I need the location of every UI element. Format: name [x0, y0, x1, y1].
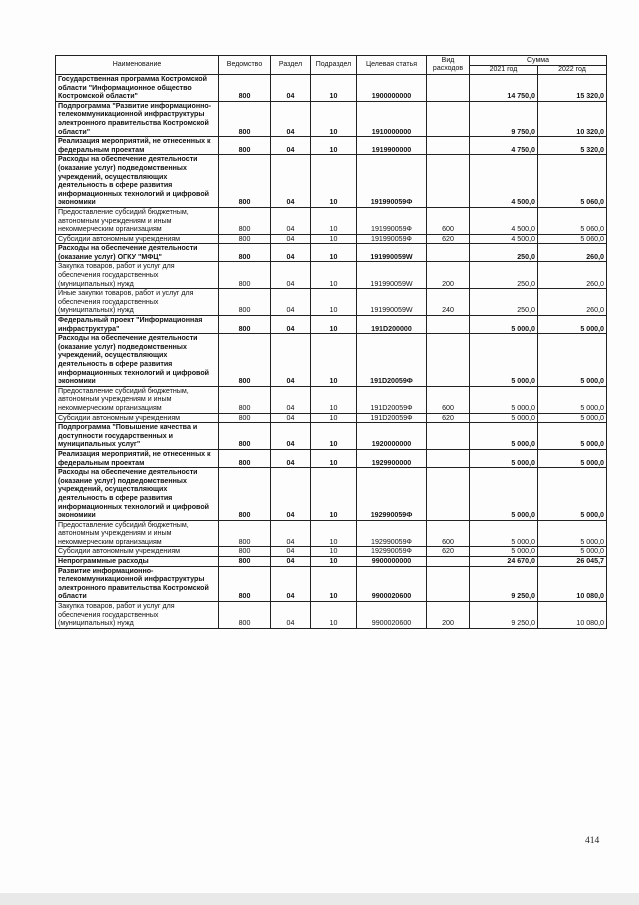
cell-name: Закупка товаров, работ и услуг для обеспечения государственных (муниципальных) нужд — [56, 602, 219, 629]
scan-edge — [0, 893, 639, 905]
cell-kind: 620 — [427, 547, 470, 557]
cell-kind — [427, 334, 470, 387]
cell-name: Субсидии автономным учреждениям — [56, 547, 219, 557]
cell-target: 1900000000 — [357, 75, 427, 102]
cell-v2022: 10 080,0 — [538, 566, 607, 601]
cell-v2021: 5 000,0 — [470, 413, 538, 423]
cell-dept: 800 — [219, 262, 271, 289]
cell-kind — [427, 137, 470, 155]
cell-v2021: 14 750,0 — [470, 75, 538, 102]
cell-v2022: 5 000,0 — [538, 316, 607, 334]
cell-target: 191990059Ф — [357, 234, 427, 244]
cell-name: Реализация мероприятий, не отнесенных к федеральным проектам — [56, 137, 219, 155]
cell-sec: 04 — [271, 547, 311, 557]
cell-sec: 04 — [271, 468, 311, 521]
cell-dept: 800 — [219, 334, 271, 387]
cell-target: 191990059W — [357, 262, 427, 289]
cell-dept: 800 — [219, 602, 271, 629]
cell-sub: 10 — [311, 262, 357, 289]
cell-sec: 04 — [271, 423, 311, 450]
cell-sub: 10 — [311, 137, 357, 155]
cell-kind: 600 — [427, 520, 470, 547]
cell-target: 1919900000 — [357, 137, 427, 155]
cell-v2022: 5 320,0 — [538, 137, 607, 155]
cell-name: Закупка товаров, работ и услуг для обеспечения государственных (муниципальных) нужд — [56, 262, 219, 289]
cell-name: Расходы на обеспечение деятельности (оказание услуг) подведомственных учреждений, осуществляющих деятельность в сфере развития информационных технологий и цифровой экономики — [56, 334, 219, 387]
table-row — [56, 289, 607, 316]
cell-v2022: 5 000,0 — [538, 547, 607, 557]
cell-target: 9900000000 — [357, 557, 427, 567]
table-row — [56, 547, 607, 557]
cell-kind: 240 — [427, 289, 470, 316]
cell-v2022: 5 000,0 — [538, 468, 607, 521]
cell-name: Подпрограмма "Повышение качества и доступности государственных и муниципальных услуг" — [56, 423, 219, 450]
cell-target: 9900020600 — [357, 566, 427, 601]
cell-v2022: 260,0 — [538, 262, 607, 289]
cell-target: 1920000000 — [357, 423, 427, 450]
cell-v2021: 4 500,0 — [470, 155, 538, 208]
cell-sub: 10 — [311, 557, 357, 567]
table-row — [56, 334, 607, 387]
cell-name: Расходы на обеспечение деятельности (оказание услуг) ОГКУ "МФЦ" — [56, 244, 219, 262]
cell-sub: 10 — [311, 468, 357, 521]
table-row — [56, 234, 607, 244]
cell-v2021: 4 750,0 — [470, 137, 538, 155]
header-sum: Сумма — [470, 56, 607, 66]
cell-dept: 800 — [219, 207, 271, 234]
cell-v2022: 5 000,0 — [538, 423, 607, 450]
cell-v2021: 9 750,0 — [470, 101, 538, 136]
cell-dept: 800 — [219, 244, 271, 262]
cell-kind — [427, 101, 470, 136]
cell-dept: 800 — [219, 155, 271, 208]
cell-name: Подпрограмма "Развитие информационно-телекоммуникационной инфраструктуры электронного правительства Костромской области" — [56, 101, 219, 136]
cell-dept: 800 — [219, 449, 271, 467]
cell-dept: 800 — [219, 137, 271, 155]
cell-sub: 10 — [311, 244, 357, 262]
cell-dept: 800 — [219, 566, 271, 601]
cell-dept: 800 — [219, 468, 271, 521]
cell-name: Предоставление субсидий бюджетным, автономным учреждениям и иным некоммерческим организациям — [56, 520, 219, 547]
table-row — [56, 520, 607, 547]
cell-v2021: 250,0 — [470, 244, 538, 262]
table-row — [56, 101, 607, 136]
cell-v2022: 15 320,0 — [538, 75, 607, 102]
cell-kind — [427, 155, 470, 208]
cell-dept: 800 — [219, 234, 271, 244]
cell-kind: 600 — [427, 386, 470, 413]
cell-sec: 04 — [271, 289, 311, 316]
cell-name: Субсидии автономным учреждениям — [56, 234, 219, 244]
cell-sub: 10 — [311, 449, 357, 467]
cell-kind — [427, 316, 470, 334]
cell-v2022: 10 080,0 — [538, 602, 607, 629]
cell-name: Развитие информационно-телекоммуникационной инфраструктуры электронного правительства Костромской области — [56, 566, 219, 601]
cell-sub: 10 — [311, 547, 357, 557]
cell-sec: 04 — [271, 155, 311, 208]
cell-v2021: 9 250,0 — [470, 566, 538, 601]
cell-kind — [427, 566, 470, 601]
cell-sec: 04 — [271, 262, 311, 289]
cell-v2022: 260,0 — [538, 289, 607, 316]
cell-name: Субсидии автономным учреждениям — [56, 413, 219, 423]
cell-target: 191D200000 — [357, 316, 427, 334]
cell-kind — [427, 244, 470, 262]
cell-name: Федеральный проект "Информационная инфраструктура" — [56, 316, 219, 334]
cell-v2022: 5 000,0 — [538, 334, 607, 387]
cell-target: 192990059Ф — [357, 520, 427, 547]
cell-target: 191990059W — [357, 289, 427, 316]
table-row — [56, 316, 607, 334]
cell-sec: 04 — [271, 386, 311, 413]
cell-target: 9900020600 — [357, 602, 427, 629]
cell-name: Предоставление субсидий бюджетным, автономным учреждениям и иным некоммерческим организациям — [56, 207, 219, 234]
cell-sec: 04 — [271, 101, 311, 136]
cell-kind: 620 — [427, 234, 470, 244]
table-row — [56, 566, 607, 601]
cell-v2021: 5 000,0 — [470, 316, 538, 334]
table-row — [56, 386, 607, 413]
cell-v2022: 5 060,0 — [538, 207, 607, 234]
cell-sub: 10 — [311, 101, 357, 136]
budget-table — [55, 55, 607, 629]
cell-target: 191990059Ф — [357, 155, 427, 208]
cell-sec: 04 — [271, 602, 311, 629]
cell-name: Предоставление субсидий бюджетным, автономным учреждениям и иным некоммерческим организациям — [56, 386, 219, 413]
table-row — [56, 468, 607, 521]
cell-kind — [427, 468, 470, 521]
cell-name: Государственная программа Костромской области "Информационное общество Костромской области" — [56, 75, 219, 102]
cell-sec: 04 — [271, 449, 311, 467]
cell-v2021: 5 000,0 — [470, 547, 538, 557]
cell-target: 191D20059Ф — [357, 386, 427, 413]
cell-v2021: 5 000,0 — [470, 423, 538, 450]
cell-sec: 04 — [271, 244, 311, 262]
cell-sub: 10 — [311, 520, 357, 547]
cell-dept: 800 — [219, 75, 271, 102]
cell-kind — [427, 75, 470, 102]
cell-v2022: 5 060,0 — [538, 155, 607, 208]
cell-sub: 10 — [311, 423, 357, 450]
cell-sub: 10 — [311, 75, 357, 102]
cell-dept: 800 — [219, 101, 271, 136]
table-row — [56, 137, 607, 155]
cell-kind — [427, 557, 470, 567]
cell-v2021: 5 000,0 — [470, 520, 538, 547]
cell-sub: 10 — [311, 413, 357, 423]
cell-target: 192990059Ф — [357, 547, 427, 557]
cell-target: 191990059Ф — [357, 207, 427, 234]
cell-dept: 800 — [219, 413, 271, 423]
cell-name: Расходы на обеспечение деятельности (оказание услуг) подведомственных учреждений, осуществляющих деятельность в сфере развития информационных технологий и цифровой экономики — [56, 155, 219, 208]
cell-sec: 04 — [271, 520, 311, 547]
table-row — [56, 244, 607, 262]
cell-v2022: 260,0 — [538, 244, 607, 262]
table-row — [56, 413, 607, 423]
table-row — [56, 262, 607, 289]
cell-sec: 04 — [271, 137, 311, 155]
cell-name: Расходы на обеспечение деятельности (оказание услуг) подведомственных учреждений, осуществляющих деятельность в сфере развития информационных технологий и цифровой экономики — [56, 468, 219, 521]
cell-v2021: 250,0 — [470, 289, 538, 316]
header-kind: Вид расходов — [427, 56, 470, 75]
cell-sec: 04 — [271, 557, 311, 567]
cell-dept: 800 — [219, 547, 271, 557]
cell-v2022: 5 000,0 — [538, 449, 607, 467]
table-row — [56, 602, 607, 629]
cell-dept: 800 — [219, 423, 271, 450]
cell-target: 1910000000 — [357, 101, 427, 136]
cell-dept: 800 — [219, 386, 271, 413]
cell-v2021: 5 000,0 — [470, 334, 538, 387]
cell-v2021: 5 000,0 — [470, 449, 538, 467]
cell-kind: 600 — [427, 207, 470, 234]
header-section: Раздел — [271, 56, 311, 75]
cell-target: 192990059Ф — [357, 468, 427, 521]
cell-target: 191990059W — [357, 244, 427, 262]
cell-dept: 800 — [219, 520, 271, 547]
cell-v2022: 26 045,7 — [538, 557, 607, 567]
cell-dept: 800 — [219, 289, 271, 316]
cell-sub: 10 — [311, 566, 357, 601]
cell-v2021: 9 250,0 — [470, 602, 538, 629]
cell-sec: 04 — [271, 234, 311, 244]
header-year-2021: 2021 год — [470, 66, 538, 75]
cell-sub: 10 — [311, 289, 357, 316]
cell-sec: 04 — [271, 207, 311, 234]
cell-sub: 10 — [311, 207, 357, 234]
cell-target: 191D20059Ф — [357, 334, 427, 387]
cell-v2021: 250,0 — [470, 262, 538, 289]
cell-kind: 620 — [427, 413, 470, 423]
cell-target: 1929900000 — [357, 449, 427, 467]
cell-name: Реализация мероприятий, не отнесенных к федеральным проектам — [56, 449, 219, 467]
cell-v2022: 5 000,0 — [538, 413, 607, 423]
cell-sub: 10 — [311, 234, 357, 244]
cell-v2021: 4 500,0 — [470, 207, 538, 234]
header-dept: Ведомство — [219, 56, 271, 75]
cell-kind: 200 — [427, 602, 470, 629]
cell-sec: 04 — [271, 75, 311, 102]
cell-sec: 04 — [271, 316, 311, 334]
cell-v2021: 5 000,0 — [470, 468, 538, 521]
cell-dept: 800 — [219, 557, 271, 567]
cell-kind — [427, 423, 470, 450]
table-row — [56, 75, 607, 102]
cell-v2022: 10 320,0 — [538, 101, 607, 136]
cell-v2022: 5 060,0 — [538, 234, 607, 244]
cell-sub: 10 — [311, 316, 357, 334]
cell-name: Иные закупки товаров, работ и услуг для обеспечения государственных (муниципальных) нужд — [56, 289, 219, 316]
header-target: Целевая статья — [357, 56, 427, 75]
cell-target: 191D20059Ф — [357, 413, 427, 423]
cell-v2022: 5 000,0 — [538, 520, 607, 547]
cell-kind — [427, 449, 470, 467]
cell-sec: 04 — [271, 413, 311, 423]
cell-sec: 04 — [271, 334, 311, 387]
table-row — [56, 423, 607, 450]
cell-v2021: 4 500,0 — [470, 234, 538, 244]
cell-sub: 10 — [311, 386, 357, 413]
cell-sub: 10 — [311, 334, 357, 387]
table-body — [56, 75, 607, 629]
header-name: Наименование — [56, 56, 219, 75]
cell-sec: 04 — [271, 566, 311, 601]
cell-sub: 10 — [311, 602, 357, 629]
cell-v2022: 5 000,0 — [538, 386, 607, 413]
cell-name: Непрограммные расходы — [56, 557, 219, 567]
cell-dept: 800 — [219, 316, 271, 334]
header-year-2022: 2022 год — [538, 66, 607, 75]
cell-sub: 10 — [311, 155, 357, 208]
table-row — [56, 155, 607, 208]
page-number: 414 — [585, 836, 600, 846]
table-row — [56, 207, 607, 234]
table-row — [56, 449, 607, 467]
cell-kind: 200 — [427, 262, 470, 289]
cell-v2021: 24 670,0 — [470, 557, 538, 567]
header-subsection: Подраздел — [311, 56, 357, 75]
table-row — [56, 557, 607, 567]
cell-v2021: 5 000,0 — [470, 386, 538, 413]
